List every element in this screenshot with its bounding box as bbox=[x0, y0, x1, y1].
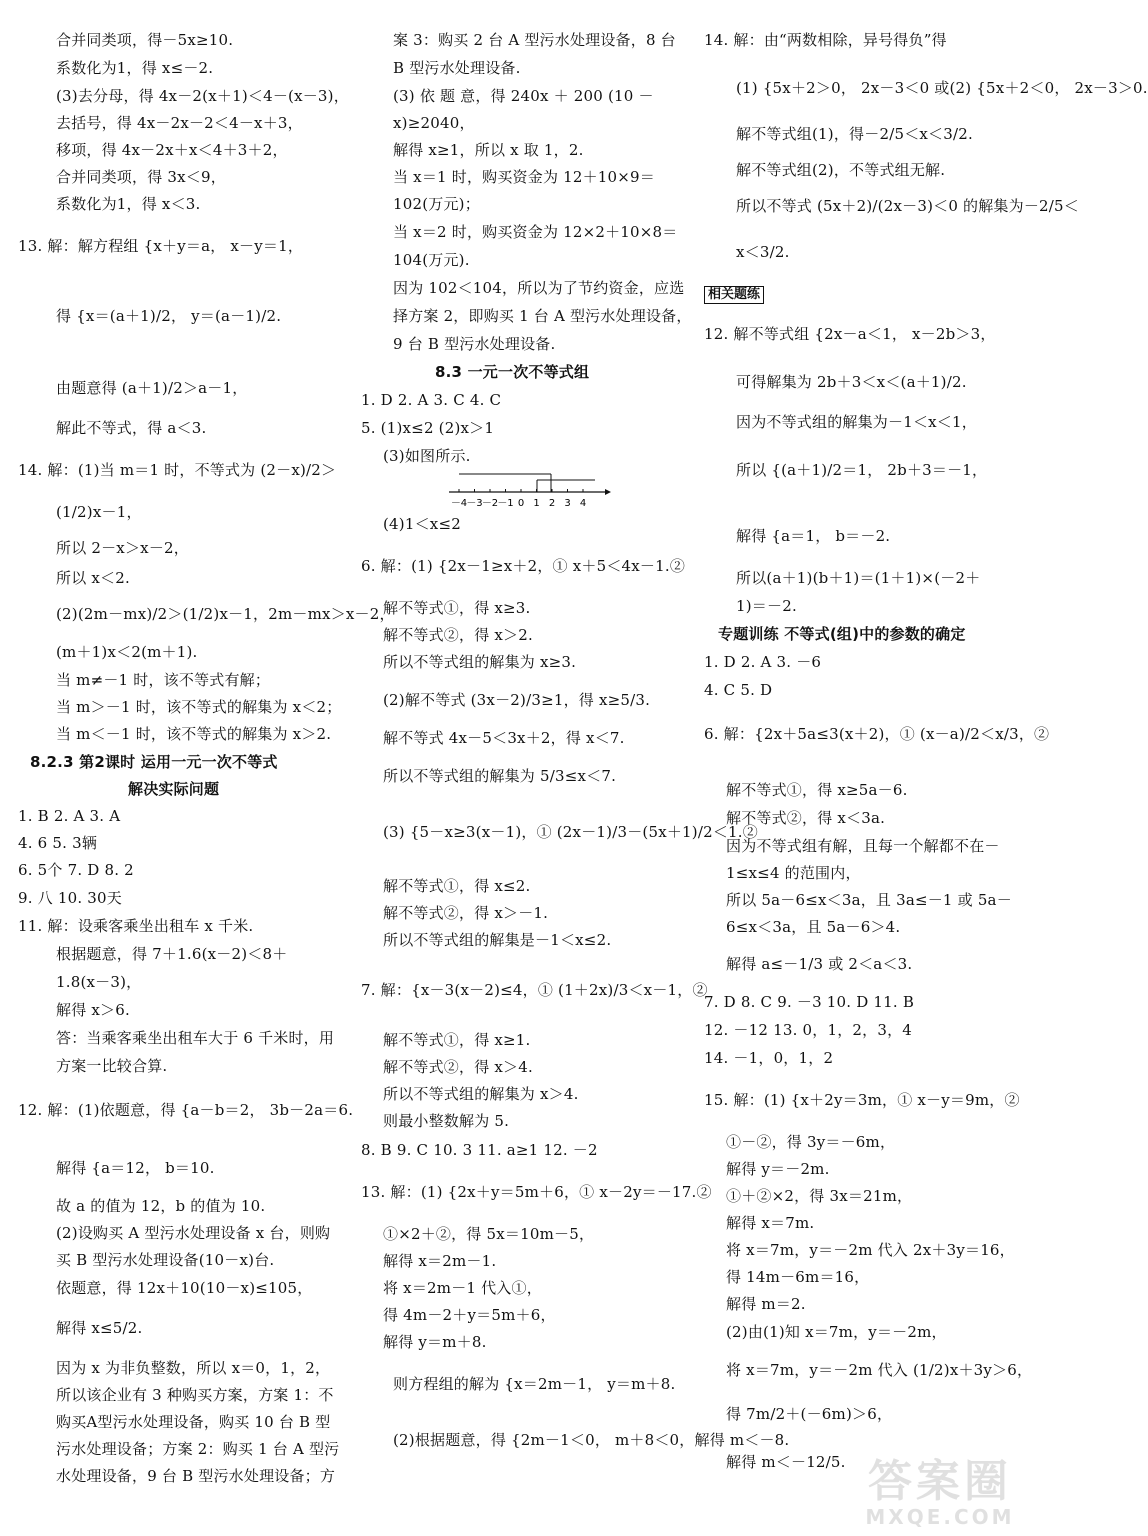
text-line: 所以不等式组的解集为 x＞4. bbox=[383, 1085, 579, 1103]
text-line: 解得 x＝7m. bbox=[726, 1214, 815, 1232]
text-line: 6. 解：(1) {2x－1≥x＋2，① x＋5＜4x－1.② bbox=[361, 557, 686, 575]
text-line: 当 m＜－1 时，该不等式的解集为 x＞2. bbox=[56, 725, 332, 743]
text-line: (3) {5－x≥3(x－1)，① (2x－1)/3－(5x＋1)/2＜1.② bbox=[383, 823, 758, 841]
text-line: (2)解不等式 (3x－2)/3≥1，得 x≥5/3. bbox=[383, 691, 651, 709]
text-line: (1) {5x＋2＞0， 2x－3＜0 或(2) {5x＋2＜0， 2x－3＞0. bbox=[736, 79, 1148, 97]
text-line: 所以不等式 (5x＋2)/(2x－3)＜0 的解集为－2/5＜ bbox=[736, 197, 1079, 215]
text-line: 解得 x＞6. bbox=[56, 1001, 130, 1019]
text-line: 解不等式①，得 x≥5a－6. bbox=[726, 781, 908, 799]
number-line-tick-label: －1 bbox=[497, 498, 514, 509]
text-line: (3)如图所示. bbox=[383, 447, 471, 465]
text-line: 解不等式②，得 x＞2. bbox=[383, 626, 533, 644]
text-line: 买 B 型污水处理设备(10－x)台. bbox=[56, 1251, 275, 1269]
text-line: 15. 解：(1) {x＋2y＝3m，① x－y＝9m，② bbox=[704, 1091, 1020, 1109]
text-line: 系数化为1，得 x＜3. bbox=[56, 195, 201, 213]
text-line: 解得 {a＝1， b＝－2. bbox=[736, 527, 891, 545]
column-left bbox=[0, 0, 395, 1536]
text-line: 1. D 2. A 3. C 4. C bbox=[361, 391, 502, 409]
watermark-text: 答案圈 bbox=[868, 1456, 1012, 1507]
text-line: 14. 解：由“两数相除，异号得负”得 bbox=[704, 31, 947, 49]
number-line-tick-label: －2 bbox=[481, 498, 499, 509]
section-heading: 8.3 一元一次不等式组 bbox=[435, 363, 590, 381]
text-line: 购买A型污水处理设备，购买 10 台 B 型 bbox=[56, 1413, 331, 1431]
number-line-tick-label: 2 bbox=[548, 498, 556, 509]
text-line: 12. －12 13. 0，1，2，3，4 bbox=[704, 1021, 913, 1039]
text-line: 1.8(x－3)， bbox=[56, 973, 142, 991]
text-line: ①＋②×2，得 3x＝21m， bbox=[726, 1187, 913, 1205]
text-line: 依题意，得 12x＋10(10－x)≤105， bbox=[56, 1279, 313, 1297]
text-line: 移项，得 4x－2x＋x＜4＋3＋2， bbox=[56, 141, 288, 159]
text-line: 当 m≠－1 时，该不等式有解； bbox=[56, 671, 271, 689]
text-line: 因为 102＜104，所以为了节约资金，应选 bbox=[393, 279, 685, 297]
text-line: 9 台 B 型污水处理设备. bbox=[393, 335, 556, 353]
text-line: 将 x＝7m，y＝－2m 代入 2x＋3y＝16， bbox=[726, 1241, 1015, 1259]
section-heading: 专题训练 不等式(组)中的参数的确定 bbox=[718, 625, 966, 643]
text-line: 方案一比较合算. bbox=[56, 1057, 168, 1075]
text-line: 1≤x≤4 的范围内， bbox=[726, 864, 861, 882]
text-line: 104(万元). bbox=[393, 251, 470, 269]
text-line: 将 x＝2m－1 代入①， bbox=[383, 1279, 542, 1297]
text-line: 5. (1)x≤2 (2)x＞1 bbox=[361, 419, 495, 437]
text-line: 由题意得 (a＋1)/2＞a－1， bbox=[56, 379, 248, 397]
text-line: 所以不等式组的解集为 5/3≤x＜7. bbox=[383, 767, 617, 785]
text-line: ①－②，得 3y＝－6m， bbox=[726, 1133, 896, 1151]
text-line: ①×2＋②，得 5x＝10m－5， bbox=[383, 1225, 595, 1243]
text-line: 解不等式②，得 x＞－1. bbox=[383, 904, 549, 922]
text-line: 解得 m＝2. bbox=[726, 1295, 806, 1313]
text-line: (m＋1)x＜2(m＋1). bbox=[56, 643, 198, 661]
text-line: 所以 5a－6≤x＜3a，且 3a≤－1 或 5a－ bbox=[726, 891, 1012, 909]
text-line: (3)去分母，得 4x－2(x＋1)＜4－(x－3)， bbox=[56, 87, 349, 105]
text-line: 合并同类项，得 3x＜9， bbox=[56, 168, 226, 186]
text-line: 解不等式②，得 x＞4. bbox=[383, 1058, 533, 1076]
text-line: 6. 解：{2x＋5a≤3(x＋2)，① (x－a)/2＜x/3，② bbox=[704, 725, 1050, 743]
number-line-tick-label: －4 bbox=[450, 498, 468, 509]
text-line: 择方案 2，即购买 1 台 A 型污水处理设备， bbox=[393, 307, 692, 325]
text-line: 解得 m＜－12/5. bbox=[726, 1453, 846, 1471]
text-line: (2)(2m－mx)/2＞(1/2)x－1，2m－mx＞x－2， bbox=[56, 605, 395, 623]
text-line: 14. －1，0，1，2 bbox=[704, 1049, 834, 1067]
text-line: 根据题意，得 7＋1.6(x－2)＜8＋ bbox=[56, 945, 288, 963]
text-line: 则方程组的解为 {x＝2m－1， y＝m＋8. bbox=[393, 1375, 676, 1393]
text-line: 所以不等式组的解集为 x≥3. bbox=[383, 653, 577, 671]
text-line: 解不等式组(1)，得－2/5＜x＜3/2. bbox=[736, 125, 973, 143]
text-line: 12. 解不等式组 {2x－a＜1， x－2b＞3， bbox=[704, 325, 996, 343]
text-line: x＜3/2. bbox=[736, 243, 790, 261]
text-line: x)≥2040， bbox=[393, 114, 475, 132]
text-line: 1. B 2. A 3. A bbox=[18, 807, 121, 825]
text-line: 1. D 2. A 3. －6 bbox=[704, 653, 822, 671]
text-line: 得 4m－2＋y＝5m＋6， bbox=[383, 1306, 556, 1324]
text-line: 6. 5个 7. D 8. 2 bbox=[18, 861, 134, 879]
related-practice-tag: 相关题练 bbox=[704, 286, 764, 304]
text-line: 可得解集为 2b＋3＜x＜(a＋1)/2. bbox=[736, 373, 967, 391]
text-line: (2)由(1)知 x＝7m，y＝－2m， bbox=[726, 1323, 947, 1341]
text-line: 解得 x≥1，所以 x 取 1，2. bbox=[393, 141, 584, 159]
text-line: 11. 解：设乘客乘坐出租车 x 千米. bbox=[18, 917, 254, 935]
text-line: 所以 x＜2. bbox=[56, 569, 130, 587]
text-line: 4. 6 5. 3辆 bbox=[18, 834, 98, 852]
text-line: 故 a 的值为 12，b 的值为 10. bbox=[56, 1197, 266, 1215]
number-line-tick-label: －3 bbox=[466, 498, 483, 509]
text-line: 水处理设备，9 台 B 型污水处理设备；方 bbox=[56, 1467, 336, 1485]
text-line: 9. 八 10. 30天 bbox=[18, 889, 122, 907]
text-line: 得 14m－6m＝16， bbox=[726, 1268, 870, 1286]
text-line: 解不等式②，得 x＜3a. bbox=[726, 809, 886, 827]
watermark-logo bbox=[855, 1458, 1025, 1528]
text-line: 系数化为1，得 x≤－2. bbox=[56, 59, 214, 77]
section-heading: 8.2.3 第2课时 运用一元一次不等式 bbox=[30, 753, 278, 771]
text-line: 污水处理设备；方案 2：购买 1 台 A 型污 bbox=[56, 1440, 340, 1458]
text-line: 得 {x＝(a＋1)/2， y＝(a－1)/2. bbox=[56, 307, 282, 325]
text-line: 所以(a＋1)(b＋1)＝(1＋1)×(－2＋ bbox=[736, 569, 981, 587]
number-line-tick-label: 4 bbox=[579, 498, 587, 509]
text-line: 1)＝－2. bbox=[736, 597, 797, 615]
text-line: (2)根据题意，得 {2m－1＜0， m＋8＜0，解得 m＜－8. bbox=[393, 1431, 790, 1449]
text-line: 解不等式①，得 x≤2. bbox=[383, 877, 531, 895]
text-line: 所以 2－x＞x－2， bbox=[56, 539, 189, 557]
number-line-tick-label: 0 bbox=[517, 498, 525, 509]
text-line: 去括号，得 4x－2x－2＜4－x＋3， bbox=[56, 114, 303, 132]
text-line: 所以 {(a＋1)/2＝1， 2b＋3＝－1， bbox=[736, 461, 988, 479]
text-line: 将 x＝7m，y＝－2m 代入 (1/2)x＋3y＞6， bbox=[726, 1361, 1033, 1379]
text-line: 所以不等式组的解集是－1＜x≤2. bbox=[383, 931, 612, 949]
text-line: 解得 y＝－2m. bbox=[726, 1160, 830, 1178]
text-line: B 型污水处理设备. bbox=[393, 59, 521, 77]
text-line: 解不等式①，得 x≥1. bbox=[383, 1031, 531, 1049]
text-line: 因为不等式组有解，且每一个解都不在－ bbox=[726, 837, 1000, 855]
text-line: (2)设购买 A 型污水处理设备 x 台，则购 bbox=[56, 1224, 331, 1242]
text-line: 得 7m/2＋(－6m)＞6， bbox=[726, 1405, 893, 1423]
text-line: 因为不等式组的解集为－1＜x＜1， bbox=[736, 413, 977, 431]
text-line: 因为 x 为非负整数，所以 x＝0，1，2， bbox=[56, 1359, 331, 1377]
text-line: 7. 解：{x－3(x－2)≤4，① (1＋2x)/3＜x－1，② bbox=[361, 981, 708, 999]
text-line: 解得 x＝2m－1. bbox=[383, 1252, 497, 1270]
text-line: 所以该企业有 3 种购买方案，方案 1：不 bbox=[56, 1386, 334, 1404]
text-line: 则最小整数解为 5. bbox=[383, 1112, 510, 1130]
text-line: 解不等式 4x－5＜3x＋2，得 x＜7. bbox=[383, 729, 625, 747]
text-line: 解得 y＝m＋8. bbox=[383, 1333, 487, 1351]
text-line: 7. D 8. C 9. －3 10. D 11. B bbox=[704, 993, 915, 1011]
text-line: 当 x＝2 时，购买资金为 12×2＋10×8＝ bbox=[393, 223, 678, 241]
text-line: 答：当乘客乘坐出租车大于 6 千米时，用 bbox=[56, 1029, 335, 1047]
text-line: 14. 解：(1)当 m＝1 时，不等式为 (2－x)/2＞ bbox=[18, 461, 337, 479]
number-line-tick-label: 3 bbox=[564, 498, 571, 509]
text-line: 4. C 5. D bbox=[704, 681, 773, 699]
text-line: 案 3：购买 2 台 A 型污水处理设备，8 台 bbox=[393, 31, 676, 49]
text-line: 解不等式组(2)，不等式组无解. bbox=[736, 161, 946, 179]
text-line: 12. 解：(1)依题意，得 {a－b＝2， 3b－2a＝6. bbox=[18, 1101, 354, 1119]
watermark-url: MXQE.COM bbox=[865, 1505, 1015, 1529]
text-line: 解得 {a＝12， b＝10. bbox=[56, 1159, 215, 1177]
text-line: 13. 解：解方程组 {x＋y＝a， x－y＝1， bbox=[18, 237, 304, 255]
text-line: 6≤x＜3a，且 5a－6＞4. bbox=[726, 918, 901, 936]
text-line: 当 m＞－1 时，该不等式的解集为 x＜2； bbox=[56, 698, 342, 716]
text-line: (1/2)x－1， bbox=[56, 503, 142, 521]
text-line: 合并同类项，得－5x≥10. bbox=[56, 31, 234, 49]
text-line: 13. 解：(1) {2x＋y＝5m＋6，① x－2y＝－17.② bbox=[361, 1183, 712, 1201]
text-line: 解此不等式，得 a＜3. bbox=[56, 419, 207, 437]
text-line: 8. B 9. C 10. 3 11. a≥1 12. －2 bbox=[361, 1141, 598, 1159]
number-line-figure bbox=[445, 474, 615, 514]
number-line-tick-label: 1 bbox=[533, 498, 540, 509]
text-line: 解不等式①，得 x≥3. bbox=[383, 599, 531, 617]
text-line: 解得 x≤5/2. bbox=[56, 1319, 143, 1337]
section-heading: 解决实际问题 bbox=[128, 780, 220, 798]
text-line: 102(万元)； bbox=[393, 195, 480, 213]
text-line: 解得 a≤－1/3 或 2＜a＜3. bbox=[726, 955, 913, 973]
text-line: (3) 依 题 意，得 240x ＋ 200 (10 － bbox=[393, 87, 654, 105]
column-right bbox=[700, 0, 1148, 1536]
text-line: 当 x＝1 时，购买资金为 12＋10×9＝ bbox=[393, 168, 655, 186]
text-line: (4)1＜x≤2 bbox=[383, 515, 461, 533]
